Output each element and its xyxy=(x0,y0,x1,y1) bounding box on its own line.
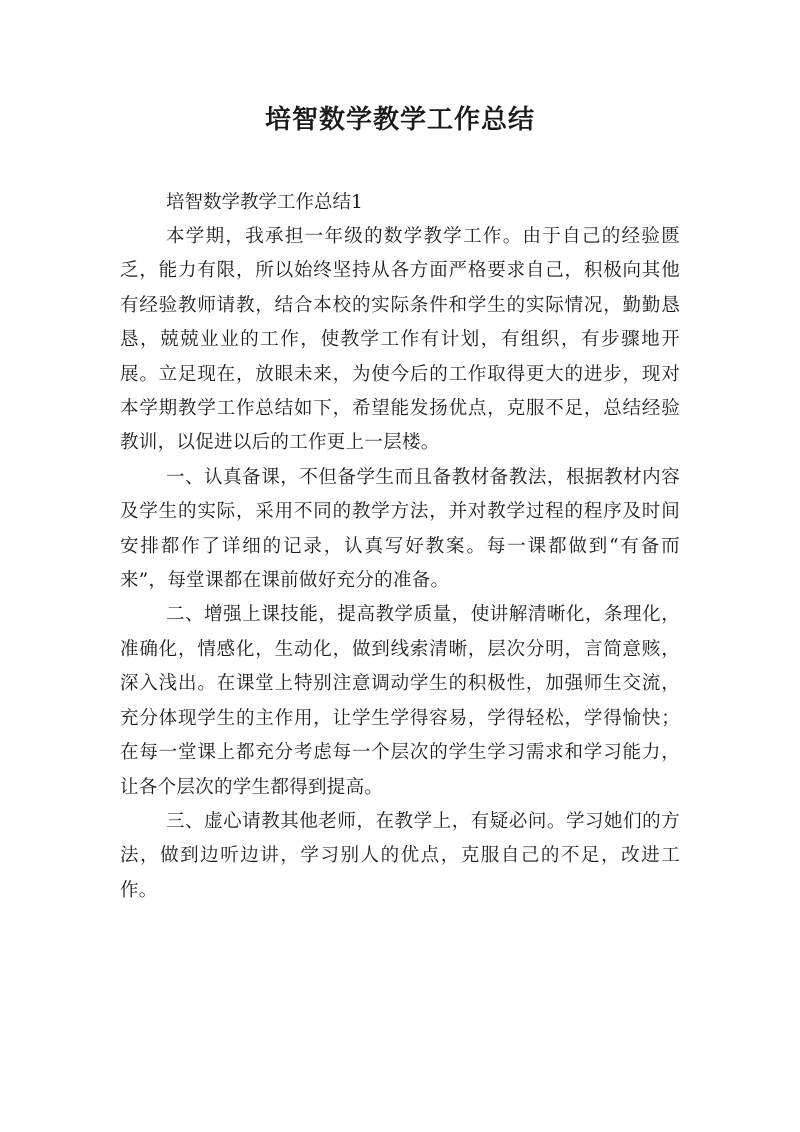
document-title: 培智数学教学工作总结 xyxy=(264,105,535,135)
paragraph-learning-from-peers: 三、虚心请教其他老师，在教学上，有疑必问。学习她们的方法，做到边听边讲，学习别人的优点，克服自己的不足，改进工作。 xyxy=(120,810,680,901)
section-heading: 培智数学教学工作总结1 xyxy=(166,192,363,213)
paragraph-intro: 本学期，我承担一年级的数学教学工作。由于自己的经验匮乏，能力有限，所以始终坚持从各方面严格要求自己，积极向其他有经验教师请教，结合本校的实际条件和学生的实际情况，勤勤恳恳，兢兢业业的工作，使教学工作有计划，有组织，有步骤地开展。立足现在，放眼未来，为使今后的工作取得更大的进步，现对本学期教学工作总结如下，希望能发扬优点，克服不足，总结经验教训，以促进以后的工作更上一层楼。 xyxy=(120,226,680,454)
paragraph-preparation: 一、认真备课，不但备学生而且备教材备教法，根据教材内容及学生的实际，采用不同的教学方法，并对教学过程的程序及时间安排都作了详细的记录，认真写好教案。每一课都做到“有备而来”，每堂课都在课前做好充分的准备。 xyxy=(120,466,680,592)
document-body xyxy=(120,186,680,908)
paragraph-teaching-skills: 二、增强上课技能，提高教学质量，使讲解清晰化，条理化，准确化，情感化，生动化，做到线索清晰，层次分明，言简意赅，深入浅出。在课堂上特别注意调动学生的积极性，加强师生交流，充分体现学生的主作用，让学生学得容易，学得轻松，学得愉快；在每一堂课上都充分考虑每一个层次的学生学习需求和学习能力，让各个层次的学生都得到提高。 xyxy=(120,604,680,798)
